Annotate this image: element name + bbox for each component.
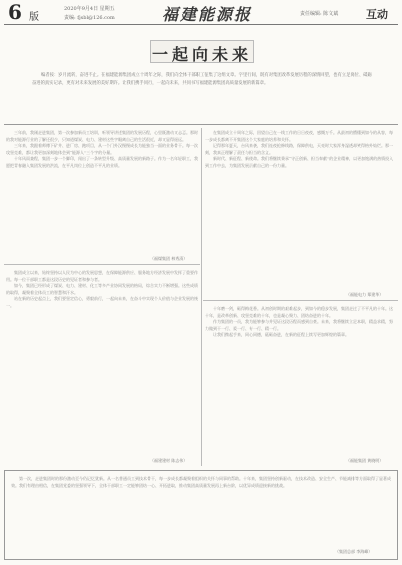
boxed-article: [4, 470, 398, 560]
page-number: 6: [8, 0, 22, 24]
article-paragraph: 在集团成立十周年之际，回望自己在一线工作的日日夜夜，感慨万千。从最初的懵懂到如今的从容，每一步成长都离不开集团这个大家庭的培养和关怀。: [205, 130, 393, 142]
page-title: 一起向未来: [151, 45, 252, 64]
page-header: [4, 2, 398, 24]
article-1: [6, 130, 198, 254]
article-paragraph: 记得那年夏天，台风来袭，我们连夜抢修线路，保障供电，天亮时大家浑身湿透却笑得格外灿烂。那一刻，我真正理解了责任与担当的含义。: [205, 143, 393, 155]
article-2: [205, 130, 396, 290]
article-paragraph: 新时代、新征程、新使命。我们将继续秉承“守正创新、担当奉献”的企业精神，以更加饱满的热情投入到工作中去，为集团发展贡献自己的一份力量。: [205, 156, 394, 168]
article-signature: （福建建材 陈志伟）: [150, 458, 188, 463]
editor-credit: 责任编辑: 陈文斌: [300, 11, 339, 17]
article-signature: （福能电力 郑建华）: [346, 292, 384, 297]
title-banner: [150, 40, 254, 63]
article-4: [205, 306, 396, 456]
article-paragraph: 作为集团的一员，我为能够参与并见证这段历程而感到自豪。未来，我将继续立足本职，精益求精，努力做到干一行、爱一行、专一行、精一行。: [205, 319, 393, 331]
row-divider: [203, 300, 398, 301]
page-label: 版: [29, 12, 39, 23]
article-paragraph: 第一次，走进集团时的那份激动至今仍记忆犹新。从一名普通员工到技术骨干，每一步成长都凝聚着组织的关怀与同事的帮助。十年来，集团坚持创新驱动，在技术改造、安全生产、节能减排等方面取得了显著成效。我们有理由相信，在集团党委的坚强领导下，全体干部职工一定能够团结一心、开拓进取，推动集团高质量发展再上新台阶，以优异成绩迎接新的挑战。: [11, 476, 391, 488]
header-rule: [4, 24, 398, 25]
column-divider: [201, 128, 202, 466]
issue-contact: 责编: fjsbl@126.com: [64, 15, 115, 21]
article-signature: （福煤集团 林秀清）: [150, 256, 188, 261]
article-paragraph: 如今，集团已经形成了煤炭、电力、建材、化工等多产业协同发展的格局，综合实力不断增强。这些成绩的取得，凝聚着全体员工的智慧和汗水。: [6, 283, 198, 295]
issue-date: 2020年9月4日 星期五: [64, 6, 115, 12]
article-paragraph: 让我们携起手来，同心同德，砥砺奋进，在新的征程上续写更加辉煌的篇章。: [213, 332, 349, 338]
article-signature: （福能集团 黄晓明）: [346, 458, 384, 463]
editor-note: 编者按：岁月流转，奋进不止。在福建能源集团成立十周年之际，我们向全体干部职工征集了这组文章。字里行间，既有对集团改革发展历程的深情回望，也有立足岗位、砥砺奋进的真实记录，更有对未来发展的美好期许。让我们携手同行，一起向未来，共同书写福建能源集团高质量发展的新篇章。: [32, 73, 372, 86]
newspaper-masthead: 福建能源报: [162, 5, 253, 24]
article-paragraph: 十年磨一剑，砺得梅花香。从初创时期的艰难起步，到如今的稳步发展，集团走过了不平凡的十年。这十年，是改革创新、攻坚克难的十年，也是凝心聚力、团结奋进的十年。: [205, 306, 393, 318]
article-3: [6, 270, 198, 456]
boxed-article-body: [11, 476, 391, 546]
article-paragraph: 站在新的历史起点上，我们要坚定信心，勇毅前行，一起向未来，在奋斗中实现个人价值与企业发展的统一。: [6, 296, 198, 308]
article-paragraph: 三年来，我跟着师傅下矿井、进厂房、跑项目，从一个门外汉慢慢成长为能独当一面的业务骨干。每一次攻坚克难，都让我更加深刻地体会到“能源人”三个字的分量。: [6, 143, 198, 155]
article-paragraph: 三年前，我刚走进集团，第一次参加新员工培训，听领导讲述集团的发展历程，心里既激动又忐忑。那时的我对能源行业的了解还很少，只知道煤炭、电力、建材这些字眼离自己的生活很近，却又显得遥远。: [6, 130, 198, 142]
article-paragraph: 集团成立以来，始终坚持以人民为中心的发展思想，在保障能源供应、服务地方经济发展中发挥了重要作用。每一位干部职工都是这段历史的见证者和参与者。: [6, 270, 198, 282]
section-name: 互动: [366, 8, 388, 21]
article-signature: （集团总部 李海峰）: [335, 549, 373, 554]
article-paragraph: 十年风雨兼程，集团一步一个脚印，闯出了一条转型升级、高质量发展的新路子。作为一名年轻职工，我愿把青春融入集团发展的洪流，在平凡岗位上创造不平凡的业绩。: [6, 156, 198, 168]
row-divider: [4, 264, 200, 265]
intro-divider: [4, 124, 398, 125]
